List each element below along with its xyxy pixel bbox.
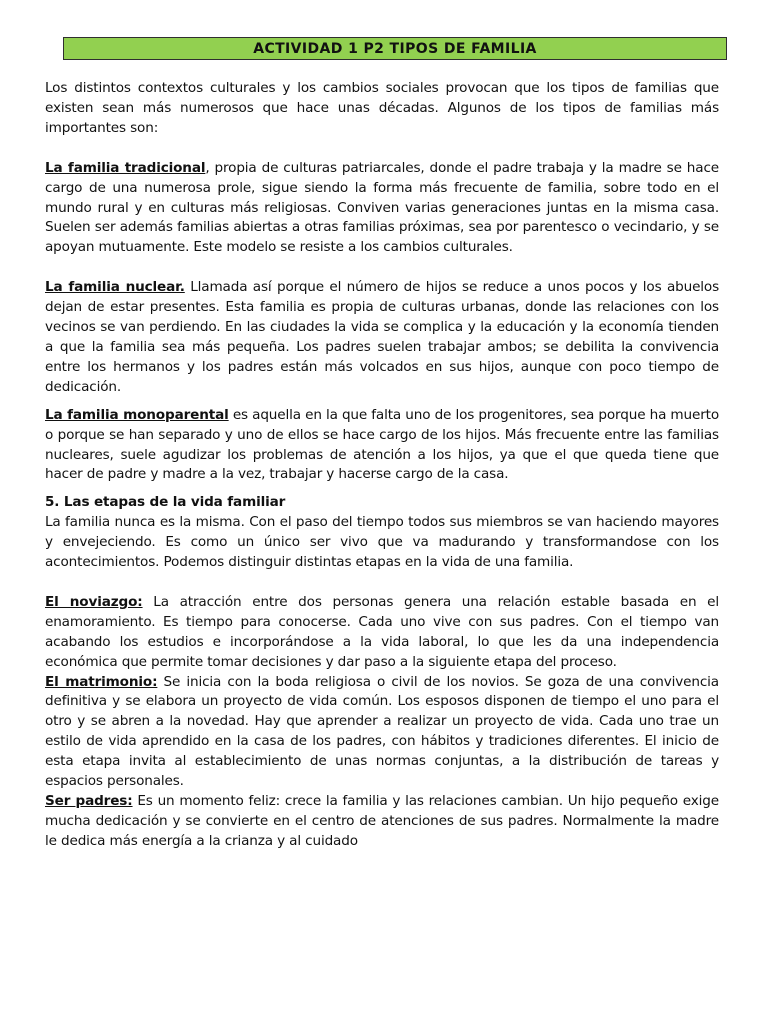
term-traditional-family: La familia tradicional: [45, 159, 206, 176]
section-intro-paragraph: La familia nunca es la misma. Con el paso del tiempo todos sus miembros se van haciendo mayores y envejeciendo. Es como un único ser vivo que va madurando y transformandose con los acontecimientos. Podemos distinguir distintas etapas en la vida de una familia.: [45, 514, 719, 571]
term-nuclear-family: La familia nuclear.: [45, 279, 185, 296]
term-parenthood: Ser padres:: [45, 793, 133, 809]
single-parent-family-text: es aquella en la que falta uno de los progenitores, sea porque ha muerto o porque se han separado y uno de ellos se hace cargo de los hijos. Más frecuente entre las familias nucleares, suele agudizar los problemas de atención a los hijos, ya que el que queda tiene que hacer de padre y madre a la vez, trabajar y hacerse cargo de la casa.: [45, 406, 719, 483]
paragraph-nuclear-family: [45, 278, 719, 397]
nuclear-family-text: Llamada así porque el número de hijos se reduce a unos pocos y los abuelos dejan de estar presentes. Esta familia es propia de culturas urbanas, donde las relaciones con los vecinos se van perdiendo. En las ciudades la vida se complica y la educación y la economía tienden a que la familia sea más pequeña. Los padres suelen trabajar ambos; se debilita la convivencia entre los hermanos y los padres están más volcados en sus hijos, aunque con poco tiempo de dedicación.: [45, 279, 720, 395]
term-marriage: El matrimonio:: [45, 673, 158, 690]
traditional-family-text: , propia de culturas patriarcales, donde el padre trabaja y la madre se hace cargo de una numerosa prole, sigue siendo la forma más frecuente de familia, sobre todo en el mundo rural y en culturas más religiosas. Conviven varias generaciones juntas en la misma casa. Suelen ser además familias abiertas a otras familias próximas, sea por parentesco o vecindario, y se apoyan mutuamente. Este modelo se resiste a los cambios culturales.: [45, 159, 719, 256]
term-courtship: El noviazgo:: [45, 593, 143, 610]
parenthood-text: Es un momento feliz: crece la familia y las relaciones cambian. Un hijo pequeño exige mucha dedicación y se convierte en el centro de atenciones de sus padres. Normalmente la madre le dedica más energía a la crianza y al cuidado: [45, 793, 719, 849]
section-heading: 5. Las etapas de la vida familiar: [45, 494, 286, 511]
paragraph-courtship: [45, 593, 719, 673]
courtship-text: La atracción entre dos personas genera una relación estable basada en el enamoramiento. Es tiempo para conocerse. Cada uno vive con sus padres. Con el tiempo van acabando los estudios e incorporándose a la vida laboral, lo que les da una independencia económica que permite tomar decisiones y dar paso a la siguiente etapa del proceso.: [45, 593, 719, 670]
marriage-text: Se inicia con la boda religiosa o civil de los novios. Se goza de una convivencia definitiva y se elabora un proyecto de vida común. Los esposos disponen de tiempo el uno para el otro y se abren a la novedad. Hay que aprender a realizar un proyecto de vida. Cada uno trae un estilo de vida aprendido en la casa de los padres, con hábitos y tradiciones diferentes. El inicio de esta etapa invita al establecimiento de unas normas conjuntas, a la distribución de tareas y espacios personales.: [45, 673, 719, 790]
term-single-parent-family: La familia monoparental: [45, 406, 229, 423]
intro-paragraph: Los distintos contextos culturales y los cambios sociales provocan que los tipos de familias que existen sean más numerosos que hace unas décadas. Algunos de los tipos de familias más importantes son:: [45, 80, 719, 136]
paragraph-traditional-family: [45, 159, 719, 259]
paragraph-single-parent-family: [45, 406, 719, 486]
paragraph-marriage: [45, 673, 719, 792]
paragraph-parenthood: [45, 792, 719, 852]
activity-title: ACTIVIDAD 1 P2 TIPOS DE FAMILIA: [63, 37, 727, 60]
document-body: [45, 79, 719, 852]
